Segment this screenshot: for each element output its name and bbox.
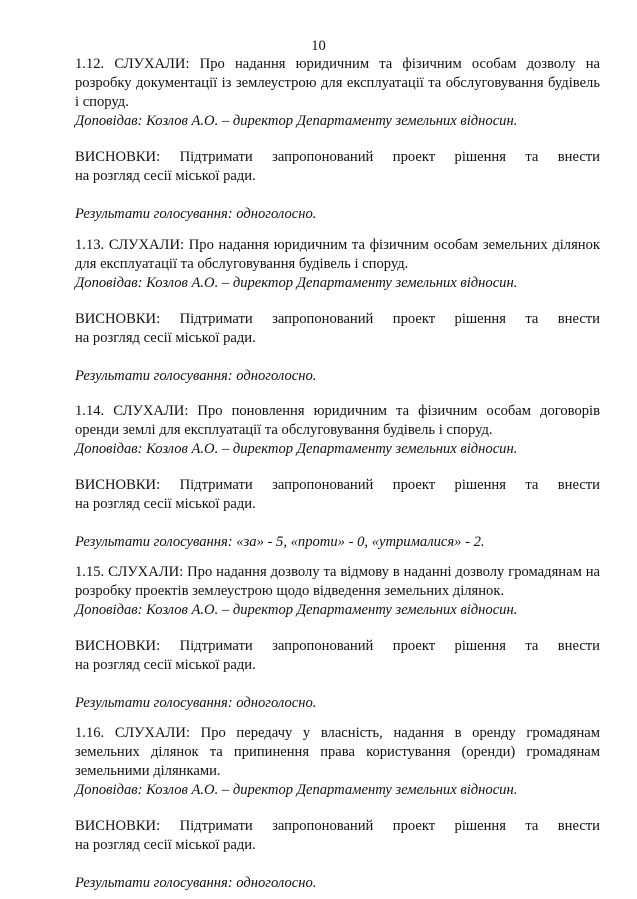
reporter-text: Доповідав: Козлов А.О. – директор Департаменту земельних відносин. (75, 275, 518, 291)
conclusion-word: запропонований (272, 149, 374, 165)
conclusion-word: та (525, 477, 539, 493)
conclusion-word: ВИСНОВКИ: (75, 311, 161, 327)
page-number: 10 (311, 38, 326, 54)
conclusion-word: рішення (454, 311, 506, 327)
conclusion-word: проект (392, 818, 436, 834)
conclusion-line-2: на розгляд сесії міської ради. (75, 330, 256, 346)
conclusion-word: проект (392, 311, 436, 327)
conclusion-word: Підтримати (179, 818, 253, 834)
conclusion-line-2: на розгляд сесії міської ради. (75, 496, 256, 512)
conclusion-word: рішення (454, 149, 506, 165)
conclusion-word: ВИСНОВКИ: (75, 818, 161, 834)
conclusion-word: Підтримати (179, 477, 253, 493)
reporter-text: Доповідав: Козлов А.О. – директор Департаменту земельних відносин. (75, 602, 518, 618)
reporter-text: Доповідав: Козлов А.О. – директор Департаменту земельних відносин. (75, 441, 518, 457)
conclusion-word: та (525, 818, 539, 834)
heard-text: 1.14. СЛУХАЛИ: Про поновлення юридичним та фізичним особам договорів оренди землі для експлуатації та обслуговування будівель і споруд. (75, 403, 600, 438)
reporter-text: Доповідав: Козлов А.О. – директор Департаменту земельних відносин. (75, 782, 518, 798)
conclusion-word: внести (557, 149, 600, 165)
vote-result: Результати голосування: одноголосно. (75, 368, 317, 384)
conclusion-word: запропонований (272, 638, 374, 654)
conclusion-word: внести (557, 311, 600, 327)
conclusion-line (75, 637, 600, 656)
conclusion-word: проект (392, 477, 436, 493)
conclusion-line (75, 148, 600, 167)
conclusion-line-2: на розгляд сесії міської ради. (75, 168, 256, 184)
agenda-item-1-13 (75, 236, 600, 386)
conclusion-word: запропонований (272, 477, 374, 493)
vote-result: Результати голосування: одноголосно. (75, 206, 317, 222)
conclusion-word: проект (392, 638, 436, 654)
conclusion-word: ВИСНОВКИ: (75, 638, 161, 654)
conclusion-word: Підтримати (179, 638, 253, 654)
conclusion-word: Підтримати (179, 149, 253, 165)
heard-text: 1.15. СЛУХАЛИ: Про надання дозволу та відмову в наданні дозволу громадянам на розробку проектів землеустрою щодо відведення земельних ділянок. (75, 564, 600, 599)
conclusion-word: Підтримати (179, 311, 253, 327)
conclusion-line (75, 817, 600, 836)
heard-text: 1.13. СЛУХАЛИ: Про надання юридичним та фізичним особам земельних ділянок для експлуатації та обслуговування будівель і споруд. (75, 237, 600, 272)
conclusion-word: проект (392, 149, 436, 165)
conclusion-word: та (525, 638, 539, 654)
conclusion-line-2: на розгляд сесії міської ради. (75, 837, 256, 853)
agenda-item-1-14 (75, 402, 600, 552)
conclusion-word: запропонований (272, 311, 374, 327)
conclusion-word: рішення (454, 638, 506, 654)
conclusion-word: рішення (454, 818, 506, 834)
conclusion-word: запропонований (272, 818, 374, 834)
conclusion-word: внести (557, 477, 600, 493)
conclusion-line-2: на розгляд сесії міської ради. (75, 657, 256, 673)
conclusion-word: ВИСНОВКИ: (75, 477, 161, 493)
vote-result: Результати голосування: «за» - 5, «проти» - 0, «утрималися» - 2. (75, 534, 485, 550)
conclusion-word: внести (557, 818, 600, 834)
conclusion-word: та (525, 149, 539, 165)
vote-result: Результати голосування: одноголосно. (75, 875, 317, 891)
conclusion-word: та (525, 311, 539, 327)
reporter-text: Доповідав: Козлов А.О. – директор Департаменту земельних відносин. (75, 113, 518, 129)
heard-text: 1.12. СЛУХАЛИ: Про надання юридичним та фізичним особам дозволу на розробку документації із землеустрою для експлуатації та обслуговування будівель і споруд. (75, 56, 600, 110)
vote-result: Результати голосування: одноголосно. (75, 695, 317, 711)
conclusion-word: внести (557, 638, 600, 654)
conclusion-line (75, 310, 600, 329)
agenda-item-1-15 (75, 563, 600, 713)
conclusion-word: ВИСНОВКИ: (75, 149, 161, 165)
conclusion-word: рішення (454, 477, 506, 493)
conclusion-line (75, 476, 600, 495)
agenda-item-1-16 (75, 724, 600, 893)
agenda-item-1-12 (75, 55, 600, 224)
heard-text: 1.16. СЛУХАЛИ: Про передачу у власність, надання в оренду громадянам земельних ділянок та припинення права користування (оренди) громадянам земельними ділянками. (75, 725, 600, 779)
